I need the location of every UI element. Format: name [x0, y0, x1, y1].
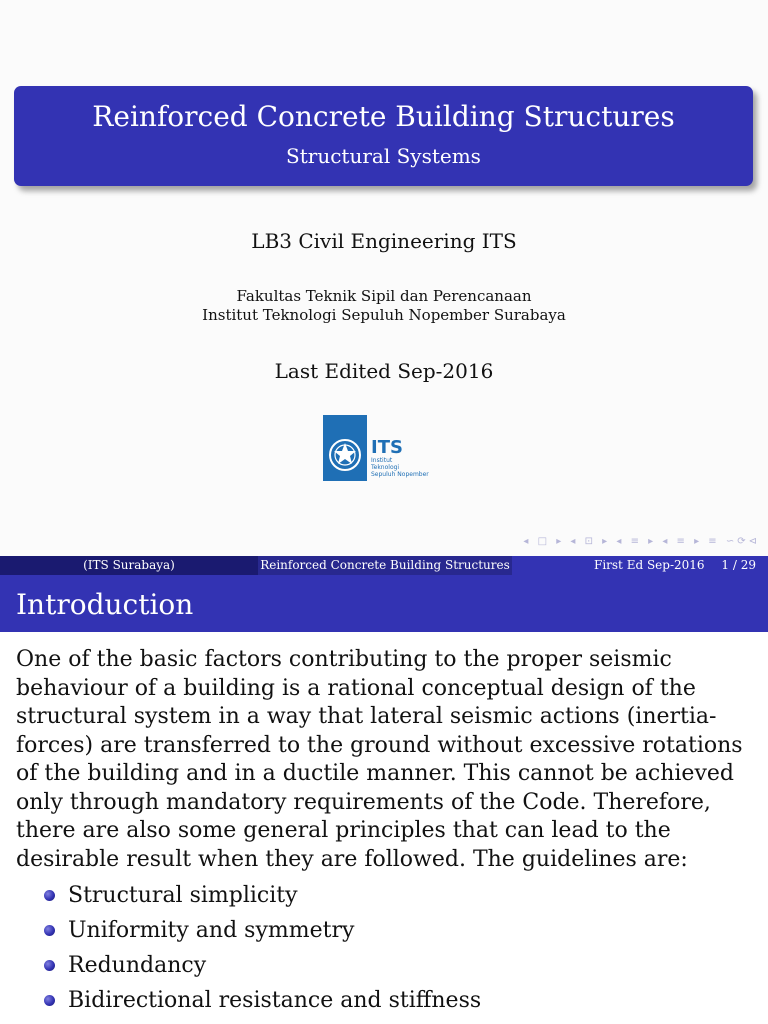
list-item-text: Structural simplicity: [68, 883, 298, 908]
list-item-text: Uniformity and symmetry: [68, 918, 355, 943]
bullet-icon: [44, 925, 55, 936]
footer-right: [512, 556, 768, 575]
guidelines-list: [44, 878, 481, 1018]
bullet-icon: [44, 960, 55, 971]
list-item-text: Redundancy: [68, 953, 207, 978]
content-slide: [0, 632, 768, 1024]
list-item: [44, 878, 481, 913]
list-item: [44, 913, 481, 948]
frame-title-bar: [0, 575, 768, 632]
list-item: [44, 948, 481, 983]
date: Last Edited Sep-2016: [274, 359, 494, 383]
its-logo: [323, 415, 445, 481]
intro-paragraph: One of the basic factors contributing to the proper seismic behaviour of a building is a rational conceptual design of the structural system in a way that lateral seismic actions (inertia-forces) are transferred to the ground without excessive rotations of the building and in a ductile manner. This cannot be achieved only through mandatory requirements of the Code. Therefore, there are also some general principles that can lead to the desirable result when they are followed. The guidelines are:: [16, 647, 743, 872]
list-item: [44, 983, 481, 1018]
slide-subtitle: Structural Systems: [286, 144, 481, 168]
footer-page-number: 1 / 29: [721, 558, 756, 572]
bullet-icon: [44, 995, 55, 1006]
footer-date: First Ed Sep-2016: [594, 558, 705, 572]
title-block: [14, 86, 753, 186]
beamer-navigation-icons[interactable]: ◂ □ ▸ ◂ ⊡ ▸ ◂ ≡ ▸ ◂ ≡ ▸ ≡ ∽⟳⊲: [523, 536, 760, 547]
footer-institution: (ITS Surabaya): [0, 556, 258, 575]
slide-title: Reinforced Concrete Building Structures: [92, 100, 675, 133]
institute-line-1: Fakultas Teknik Sipil dan Perencanaan: [236, 287, 532, 305]
bullet-icon: [44, 890, 55, 901]
logo-line-1: Institut: [371, 457, 393, 464]
footer-bar: [0, 556, 768, 575]
institute-line-2: Institut Teknologi Sepuluh Nopember Surabaya: [202, 306, 566, 324]
logo-line-3: Sepuluh Nopember: [371, 471, 429, 478]
list-item-text: Bidirectional resistance and stiffness: [68, 988, 482, 1013]
author: LB3 Civil Engineering ITS: [251, 229, 517, 253]
frame-title: Introduction: [16, 588, 194, 621]
logo-line-2: Teknologi: [371, 464, 400, 471]
footer-title: Reinforced Concrete Building Structures: [258, 556, 512, 575]
logo-wordmark: ITS: [371, 437, 403, 458]
